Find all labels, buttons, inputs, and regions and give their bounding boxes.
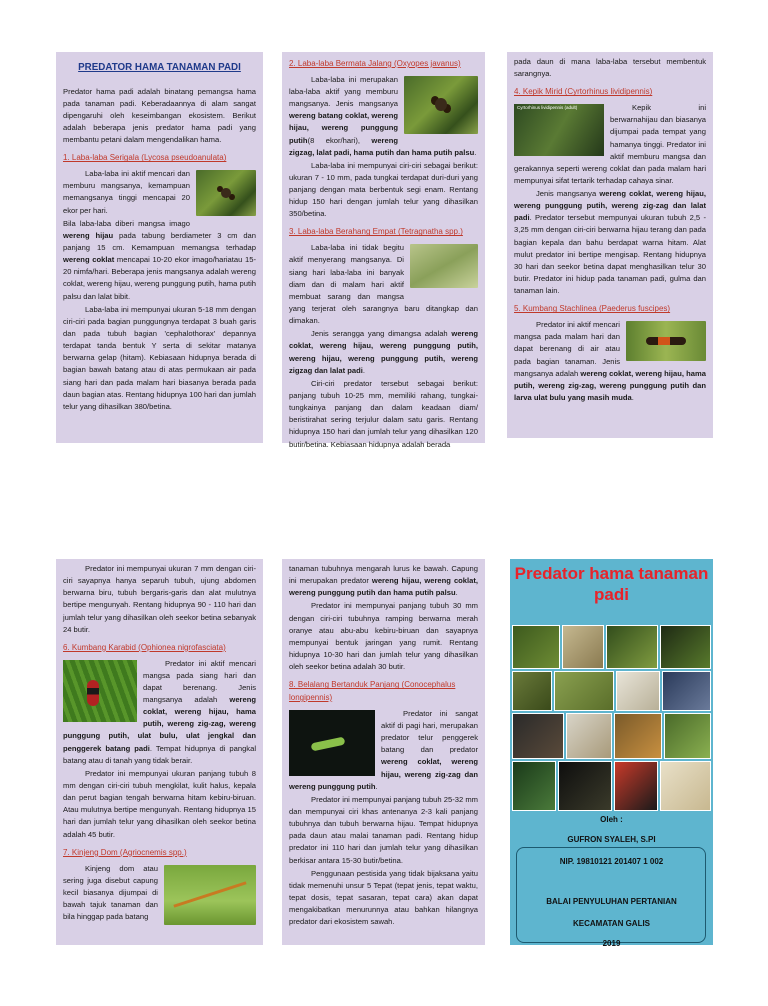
s1-paragraph-2: Bila laba-laba diberi mangsa imago wereng hijau pada tabung berdiameter 3 cm dan panjang 15 cm. Kemampuan memangsa terhadap wereng coklat mencapai 10-20 ekor imago/hariatau 15-20 nimfa/hari. Beberapa jenis mangsanya adalah wereng coklat, wereng hijau, wereng punggung putih, hama putih palsu dan lalat bibit. bbox=[63, 218, 256, 301]
cover-oleh: Oleh : bbox=[600, 815, 623, 824]
section-heading-1: 1. Laba-laba Serigala (Lycosa pseudoanulata) bbox=[63, 153, 227, 163]
cover-year: 2019 bbox=[602, 939, 621, 948]
beetle-shape bbox=[87, 680, 99, 706]
photo-long-jawed-spider bbox=[410, 244, 478, 288]
s3-paragraph-1: Laba-laba ini tidak begitu aktif menyerang mangsanya. Di siang hari laba-laba ini banyak diam dan di malam hari aktif membuat sarang dan mangsa yang terjerat oleh sarangnya baru ditangkap dan dimakan. bbox=[289, 243, 478, 326]
damselfly-shape bbox=[173, 881, 246, 907]
collage-tile bbox=[562, 625, 604, 669]
collage-tile bbox=[566, 713, 612, 759]
section-heading-7: 7. Kinjeng Dom (Agriocnemis spp.) bbox=[63, 847, 187, 857]
s2-paragraph-2: Laba-laba ini mempunyai ciri-ciri sebagai berikut: ukuran 7 - 10 mm, pada tungkai terdapat duri-duri yang panjang dengan mata berbentuk segi enam. Rentang hidup 150 hari dengan jumlah telur yang dihasilkan 350/betina. bbox=[289, 160, 478, 219]
s2-paragraph-1: Laba-laba ini merupakan laba-laba aktif yang memburu mangsanya. Jenis mangsanya wereng batang coklat, wereng hijau, wereng punggung putih(8 ekor/hari), wereng zigzag, lalat padi, hama putih dan hama putih palsu. bbox=[289, 74, 477, 157]
collage-tile bbox=[606, 625, 658, 669]
s7-paragraph-1: Kinjeng dom atau sering juga disebut capung kecil biasanya dijumpai di bawah tajuk tanaman dan bila hinggap pada batang bbox=[63, 863, 158, 922]
page-title: PREDATOR HAMA TANAMAN PADI bbox=[78, 62, 241, 73]
grasshopper-shape bbox=[311, 736, 346, 751]
beetle-shape bbox=[646, 337, 686, 345]
s5-paragraph-1: Predator ini aktif mencari mangsa pada malam hari dan dapat berenang di air atau pada bagian tanaman. Jenis mangsanya adalah wereng coklat, wereng hijau, hama putih, wereng zig-zag, wereng punggung putih dan larva ulat bulu yang masih muda. bbox=[514, 320, 706, 402]
collage-tile bbox=[558, 761, 612, 811]
col3-continuation: pada daun di mana laba-laba tersebut membentuk sarangnya. bbox=[514, 57, 706, 79]
collage-tile bbox=[662, 671, 711, 711]
photo-lynx-spider bbox=[404, 76, 478, 134]
collage-tile bbox=[512, 671, 552, 711]
collage-tile bbox=[512, 713, 564, 759]
photo-carabid-beetle bbox=[63, 660, 137, 722]
s1-paragraph-1: Laba-laba ini aktif mencari dan memburu mangsanya, kemampuan memangsanya tinggi mencapai 20 ekor per hari. bbox=[63, 169, 190, 215]
s1-paragraph-3: Laba-laba ini mempunyai ukuran 5-18 mm dengan ciri-ciri pada bagian punggungnya terdapat 3 buah garis dan pada tubuh bagian 'cephalothorax' depannya terdapat tanda bentuk Y serta di sekitar matanya berwarna gelap (hitam). Kebiasaan hidupnya berada di bagian bawah batang atau di atas permukaan air pada siang hari dan pada malam hari biasanya berada pada daun bagian atas. Rentang hidupnya 100 hari dan jumlah telur yang dihasilkan 380/betina. bbox=[63, 304, 256, 411]
col5-paragraph-3: Penggunaan pestisida yang tidak bijaksana yaitu tidak memenuhi unsur 5 Tepat (tepat jenis, tepat waktu, tepat dosis, tepat sasaran, tepat cara) akan dapat mengakibatkan menurunnya atau bahkan hilangnya predator dari ekosistem sawah. bbox=[289, 868, 478, 927]
s4-paragraph-1: Kepik ini berwarnahijau dan biasanya dijumpai pada tempat yang hamanya tinggi. Predator ini aktif memburu mangsa dan gerakannya seperti wereng coklat dan pada malam hari mempunyai sifat tertarik terhadap cahaya sinar. bbox=[514, 103, 706, 185]
cover-title: Predator hama tanaman padi bbox=[514, 564, 709, 605]
collage-tile bbox=[614, 713, 662, 759]
collage-tile bbox=[616, 671, 660, 711]
photo-rove-beetle bbox=[626, 321, 706, 361]
photo-caption: Cyrtorhinus lividipennis (adult) bbox=[517, 105, 578, 111]
panel-col1 bbox=[56, 52, 263, 443]
section-heading-4: 4. Kepik Mirid (Cyrtorhinus lividipennis) bbox=[514, 87, 653, 97]
s3-paragraph-3: Ciri-ciri predator tersebut sebagai berikut: panjang tubuh 10-25 mm, memiliki rahang, tungkai-tungkainya panjang dan dalam keadaan diam/ beristirahat sering terjulur dalam satu garis. Rentang hidupnya 150 hari dan jumlah telur yang dihasilkan 120 butir/betina. Kebiasaan hidupnya adalah berada bbox=[289, 378, 478, 449]
collage-tile bbox=[660, 761, 711, 811]
section-heading-5: 5. Kumbang Stachlinea (Paederus fuscipes) bbox=[514, 304, 671, 314]
cover-org-2: KECAMATAN GALIS bbox=[572, 919, 651, 928]
intro-text: Predator hama padi adalah binatang pemangsa hama pada tanaman padi. Keberadaannya di alam sangat dipengaruhi oleh keseimbangan ekosistem. Berikut adalah beberapa jenis predator hama padi yang membantu petani dalam mengendalikan hama. bbox=[63, 86, 256, 145]
collage-tile bbox=[614, 761, 658, 811]
collage-tile bbox=[554, 671, 614, 711]
col5-paragraph-1: tanaman tubuhnya mengarah lurus ke bawah. Capung ini merupakan predator wereng hijau, wereng coklat, wereng punggung putih dan hama putih palsu. bbox=[289, 564, 478, 598]
s3-paragraph-2: Jenis serangga yang dimangsa adalah wereng coklat, wereng hijau, wereng punggung putih, wereng hijau, wereng punggung putih, wereng zigzag dan lalat padi. bbox=[289, 329, 478, 375]
cover-nip: NIP. 19810121 201407 1 002 bbox=[559, 857, 664, 866]
collage-tile bbox=[664, 713, 711, 759]
section-heading-8: 8. Belalang Bertanduk Panjang (Conocephalus longipennis) bbox=[289, 680, 456, 703]
cover-panel bbox=[510, 559, 713, 948]
col4-paragraph-1: Predator ini mempunyai ukuran 7 mm dengan ciri-ciri sayapnya hanya separuh tubuh, ujung abdomen berwarna biru, tubuh bergaris-garis dan alat mulutnya bertipe mengunyah. Rentang hidupnya 90 - 110 hari dan jumlah telur yang dihasilkan oleh seekor betina sebanyak 24 butir. bbox=[63, 564, 256, 634]
section-heading-6: 6. Kumbang Karabid (Ophionea nigrofasciata) bbox=[63, 642, 226, 652]
cover-org-1: BALAI PENYULUHAN PERTANIAN bbox=[546, 897, 677, 906]
panel-col2 bbox=[282, 52, 485, 449]
collage-tile bbox=[512, 625, 560, 669]
photo-wolf-spider bbox=[196, 170, 256, 216]
collage-tile bbox=[512, 761, 556, 811]
section-heading-3: 3. Laba-laba Berahang Empat (Tetragnatha spp.) bbox=[289, 227, 463, 237]
col5-paragraph-2: Predator ini mempunyai panjang tubuh 30 mm dengan ciri-ciri tubuhnya ramping berwarna merah oranye atau abu-abu kebiru-biruan dan sayapnya mempunyai bentuk jaringan yang rumit. Rentang hidupnya 10-30 hari dan jumlah telur yang dihasilkan oleh seekor betina adalah 30 butir. bbox=[289, 601, 478, 672]
cover-author: GUFRON SYALEH, S.PI bbox=[567, 835, 656, 844]
panel-col5 bbox=[282, 559, 485, 945]
predator-photo-collage bbox=[512, 625, 711, 815]
s8-paragraph-1: Predator ini sangat aktif di pagi hari, merupakan predator telur penggerek batang dan predator wereng coklat, wereng hijau, wereng zig-zag dan wereng punggung putih. bbox=[289, 708, 478, 791]
photo-damselfly bbox=[164, 865, 256, 925]
collage-tile bbox=[660, 625, 711, 669]
photo-grasshopper bbox=[289, 710, 375, 776]
s6-paragraph-2: Predator ini mempunyai ukuran panjang tubuh 8 mm dengan ciri-ciri tubuh mengkilat, kulit halus, kepala dan perut bagian tengah berwarna hitam kebiru-biruan. Atau mulutnya bertipe mengunyah. Rentang hidupnya 15 hari dan jumlah telur yang dihasilkan oleh seekor betina adalah 45 butir. bbox=[63, 768, 256, 839]
s6-paragraph-1: Predator ini aktif mencari mangsa pada siang hari dan dapat berenang. Jenis mangsanya adalah wereng coklat, wereng hijau, hama putih, wereng zig-zag, wereng punggung putih, ulat bulu, ulat jengkal dan penggerek batang padi. Tempat hidupnya di pangkal batang atau di tanah yang tidak berair. bbox=[63, 658, 257, 765]
panel-col4 bbox=[56, 559, 263, 945]
s8-paragraph-2: Predator ini mempunyai panjang tubuh 25-32 mm dan mempunyai ciri khas antenanya 2-3 kali panjang tubuhnya dan tubuh berwarna hijau. Tempat hidupnya pada daun atau malai tanaman padi. Rentang hidup predator ini 110 hari dan jumlah telur yang dihasilkan berkisar antara 15-30 butir/betina. bbox=[289, 794, 478, 865]
panel-col3 bbox=[507, 52, 713, 438]
photo-mirid-bug bbox=[514, 104, 604, 156]
s4-paragraph-2: Jenis mangsanya wereng coklat, wereng hijau, wereng punggung putih, wereng zig-zag dan lalat padi. Predator tersebut mempunyai ukuran tubuh 2,5 - 3,25 mm dengan ciri-ciri berwarna hijau terang dan pada bagian kepala dan bahu berdapat warna hitam. Alat mulut predator ini bertipe mengisap. Rentang hidupnya 30 hari dan seekor betina dapat menghasilkan telur 30 butir. Predator ini hidup pada tanaman padi, gulma dan tanaman lain. bbox=[514, 189, 706, 296]
section-heading-2: 2. Laba-laba Bermata Jalang (Oxyopes javanus) bbox=[289, 59, 461, 68]
